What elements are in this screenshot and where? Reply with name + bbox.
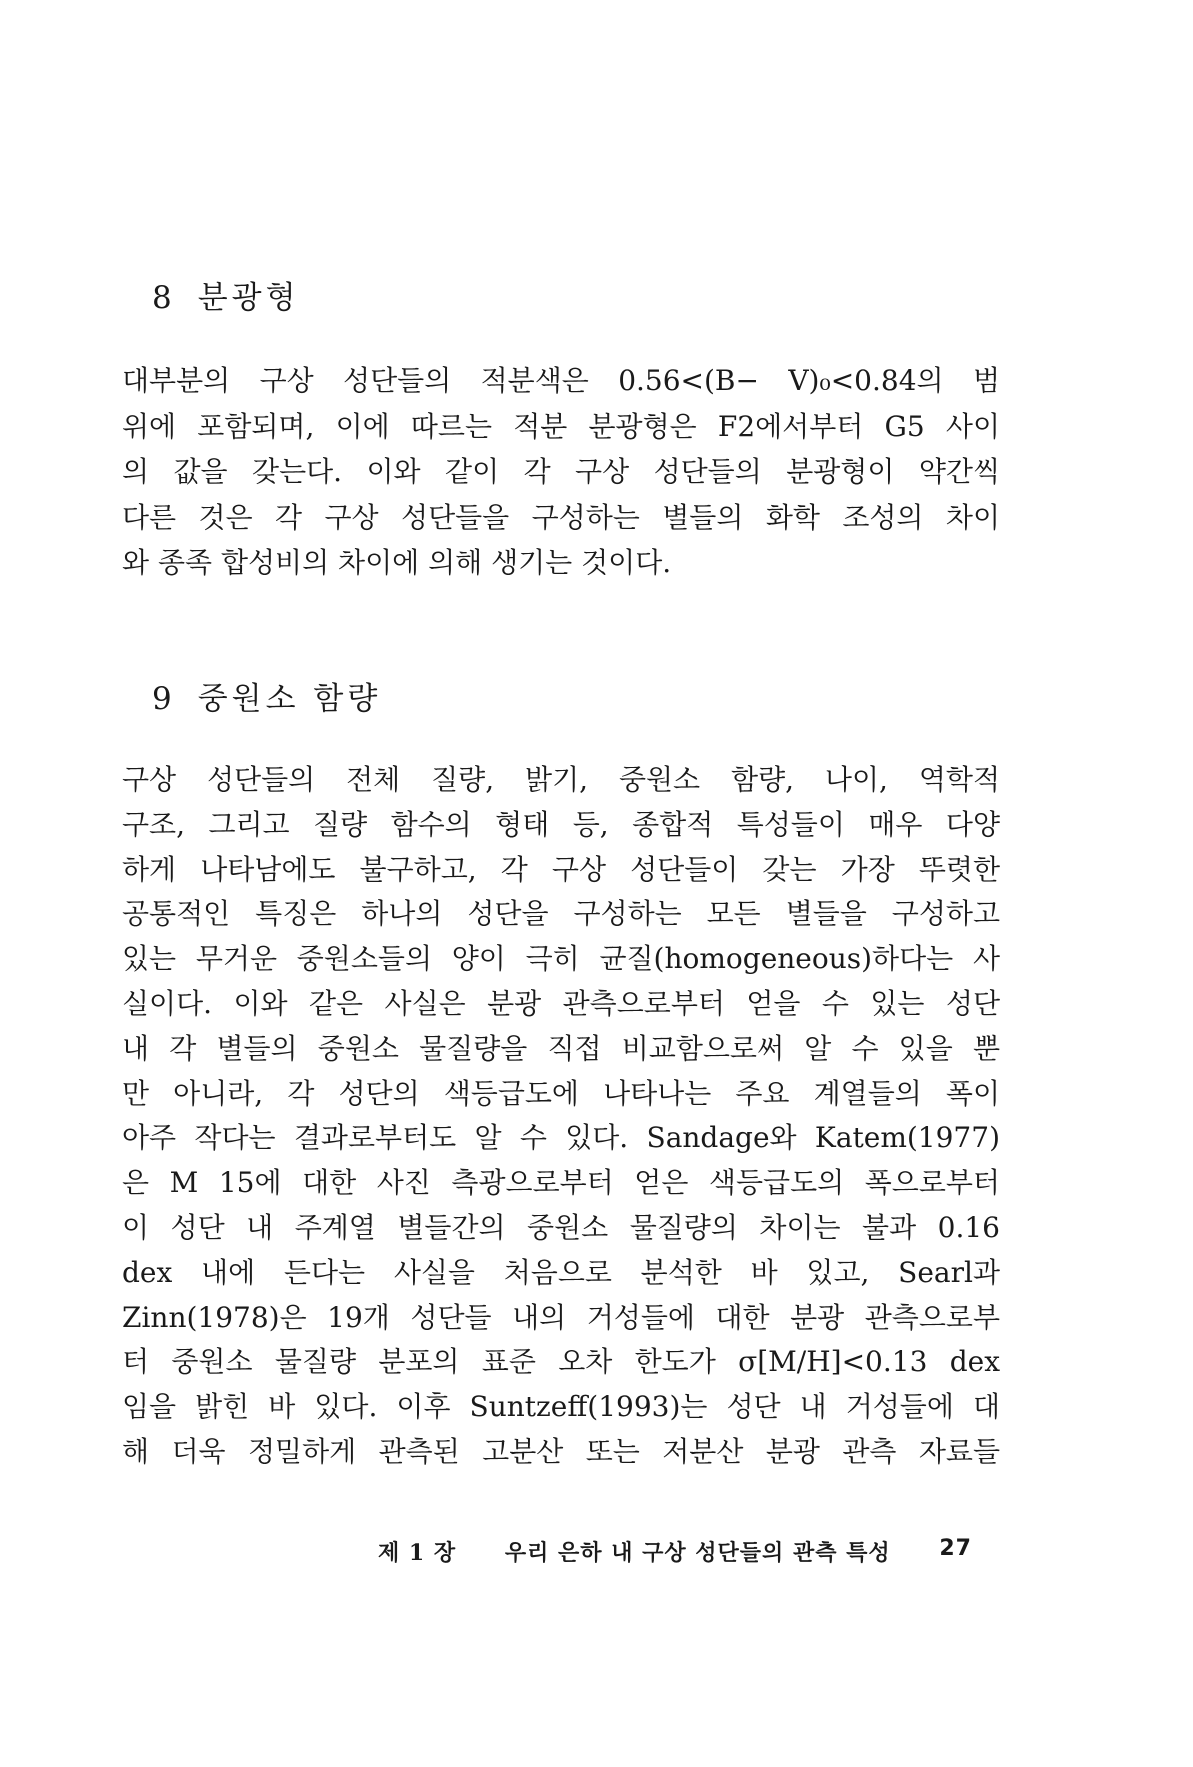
text-line: dex 내에 든다는 사실을 처음으로 분석한 바 있고, Searl과 (122, 1255, 1000, 1289)
text-line: 와 종족 합성비의 차이에 의해 생기는 것이다. (122, 546, 672, 579)
text-line: 구조, 그리고 질량 함수의 형태 등, 종합적 특성들이 매우 다양 (122, 807, 1000, 841)
text-line: 해 더욱 정밀하게 관측된 고분산 또는 저분산 분광 관측 자료들 (122, 1434, 1000, 1468)
text-line: 은 M 15에 대한 사진 측광으로부터 얻은 색등급도의 폭으로부터 (122, 1166, 1000, 1200)
text-line: 아주 작다는 결과로부터도 알 수 있다. Sandage와 Katem(1977) (122, 1121, 1000, 1155)
text-line: 있는 무거운 중원소들의 양이 극히 균질(homogeneous)하다는 사 (122, 942, 1000, 976)
text-line: 만 아니라, 각 성단의 색등급도에 나타나는 주요 계열들의 폭이 (122, 1076, 1000, 1110)
text-line: 실이다. 이와 같은 사실은 분광 관측으로부터 얻을 수 있는 성단 (122, 986, 1000, 1020)
text-line: 의 값을 갖는다. 이와 같이 각 구상 성단들의 분광형이 약간씩 (122, 455, 1000, 488)
text-line: 이 성단 내 주계열 별들간의 중원소 물질량의 차이는 불과 0.16 (122, 1210, 1000, 1244)
section-title: 중원소 함량 (197, 681, 382, 717)
section-number: 8 (152, 280, 176, 316)
text-line: 임을 밝힌 바 있다. 이후 Suntzeff(1993)는 성단 내 거성들에 대 (122, 1390, 1000, 1424)
text-line: Zinn(1978)은 19개 성단들 내의 거성들에 대한 분광 관측으로부 (122, 1300, 1000, 1334)
section-heading-8 (152, 272, 300, 317)
page-number: 27 (939, 1536, 972, 1561)
text-line: 공통적인 특징은 하나의 성단을 구성하는 모든 별들을 구성하고 (122, 897, 1000, 931)
text-line: 다른 것은 각 구상 성단들을 구성하는 별들의 화학 조성의 차이 (122, 500, 1000, 534)
text-line: 터 중원소 물질량 분포의 표준 오차 한도가 σ[M/H]<0.13 dex (122, 1345, 1000, 1379)
text-line: 하게 나타남에도 불구하고, 각 구상 성단들이 갖는 가장 뚜렷한 (122, 852, 1000, 886)
text-line: 내 각 별들의 중원소 물질량을 직접 비교함으로써 알 수 있을 뿐 (122, 1031, 1000, 1065)
text-line: 위에 포함되며, 이에 따르는 적분 분광형은 F2에서부터 G5 사이 (122, 409, 1000, 443)
paragraph-spectral-type (122, 358, 1000, 586)
paragraph-metallicity (122, 758, 1000, 1475)
chapter-label: 제 1 장 (378, 1540, 457, 1566)
text-line: 대부분의 구상 성단들의 적분색은 0.56<(B− V)₀<0.84의 범 (122, 364, 1000, 397)
text-line: 구상 성단들의 전체 질량, 밝기, 중원소 함량, 나이, 역학적 (122, 763, 1000, 796)
chapter-title: 우리 은하 내 구상 성단들의 관측 특성 (504, 1540, 891, 1566)
section-heading-9 (152, 673, 381, 718)
section-title: 분광형 (197, 280, 300, 316)
page-footer (378, 1536, 972, 1567)
section-number: 9 (152, 681, 176, 717)
